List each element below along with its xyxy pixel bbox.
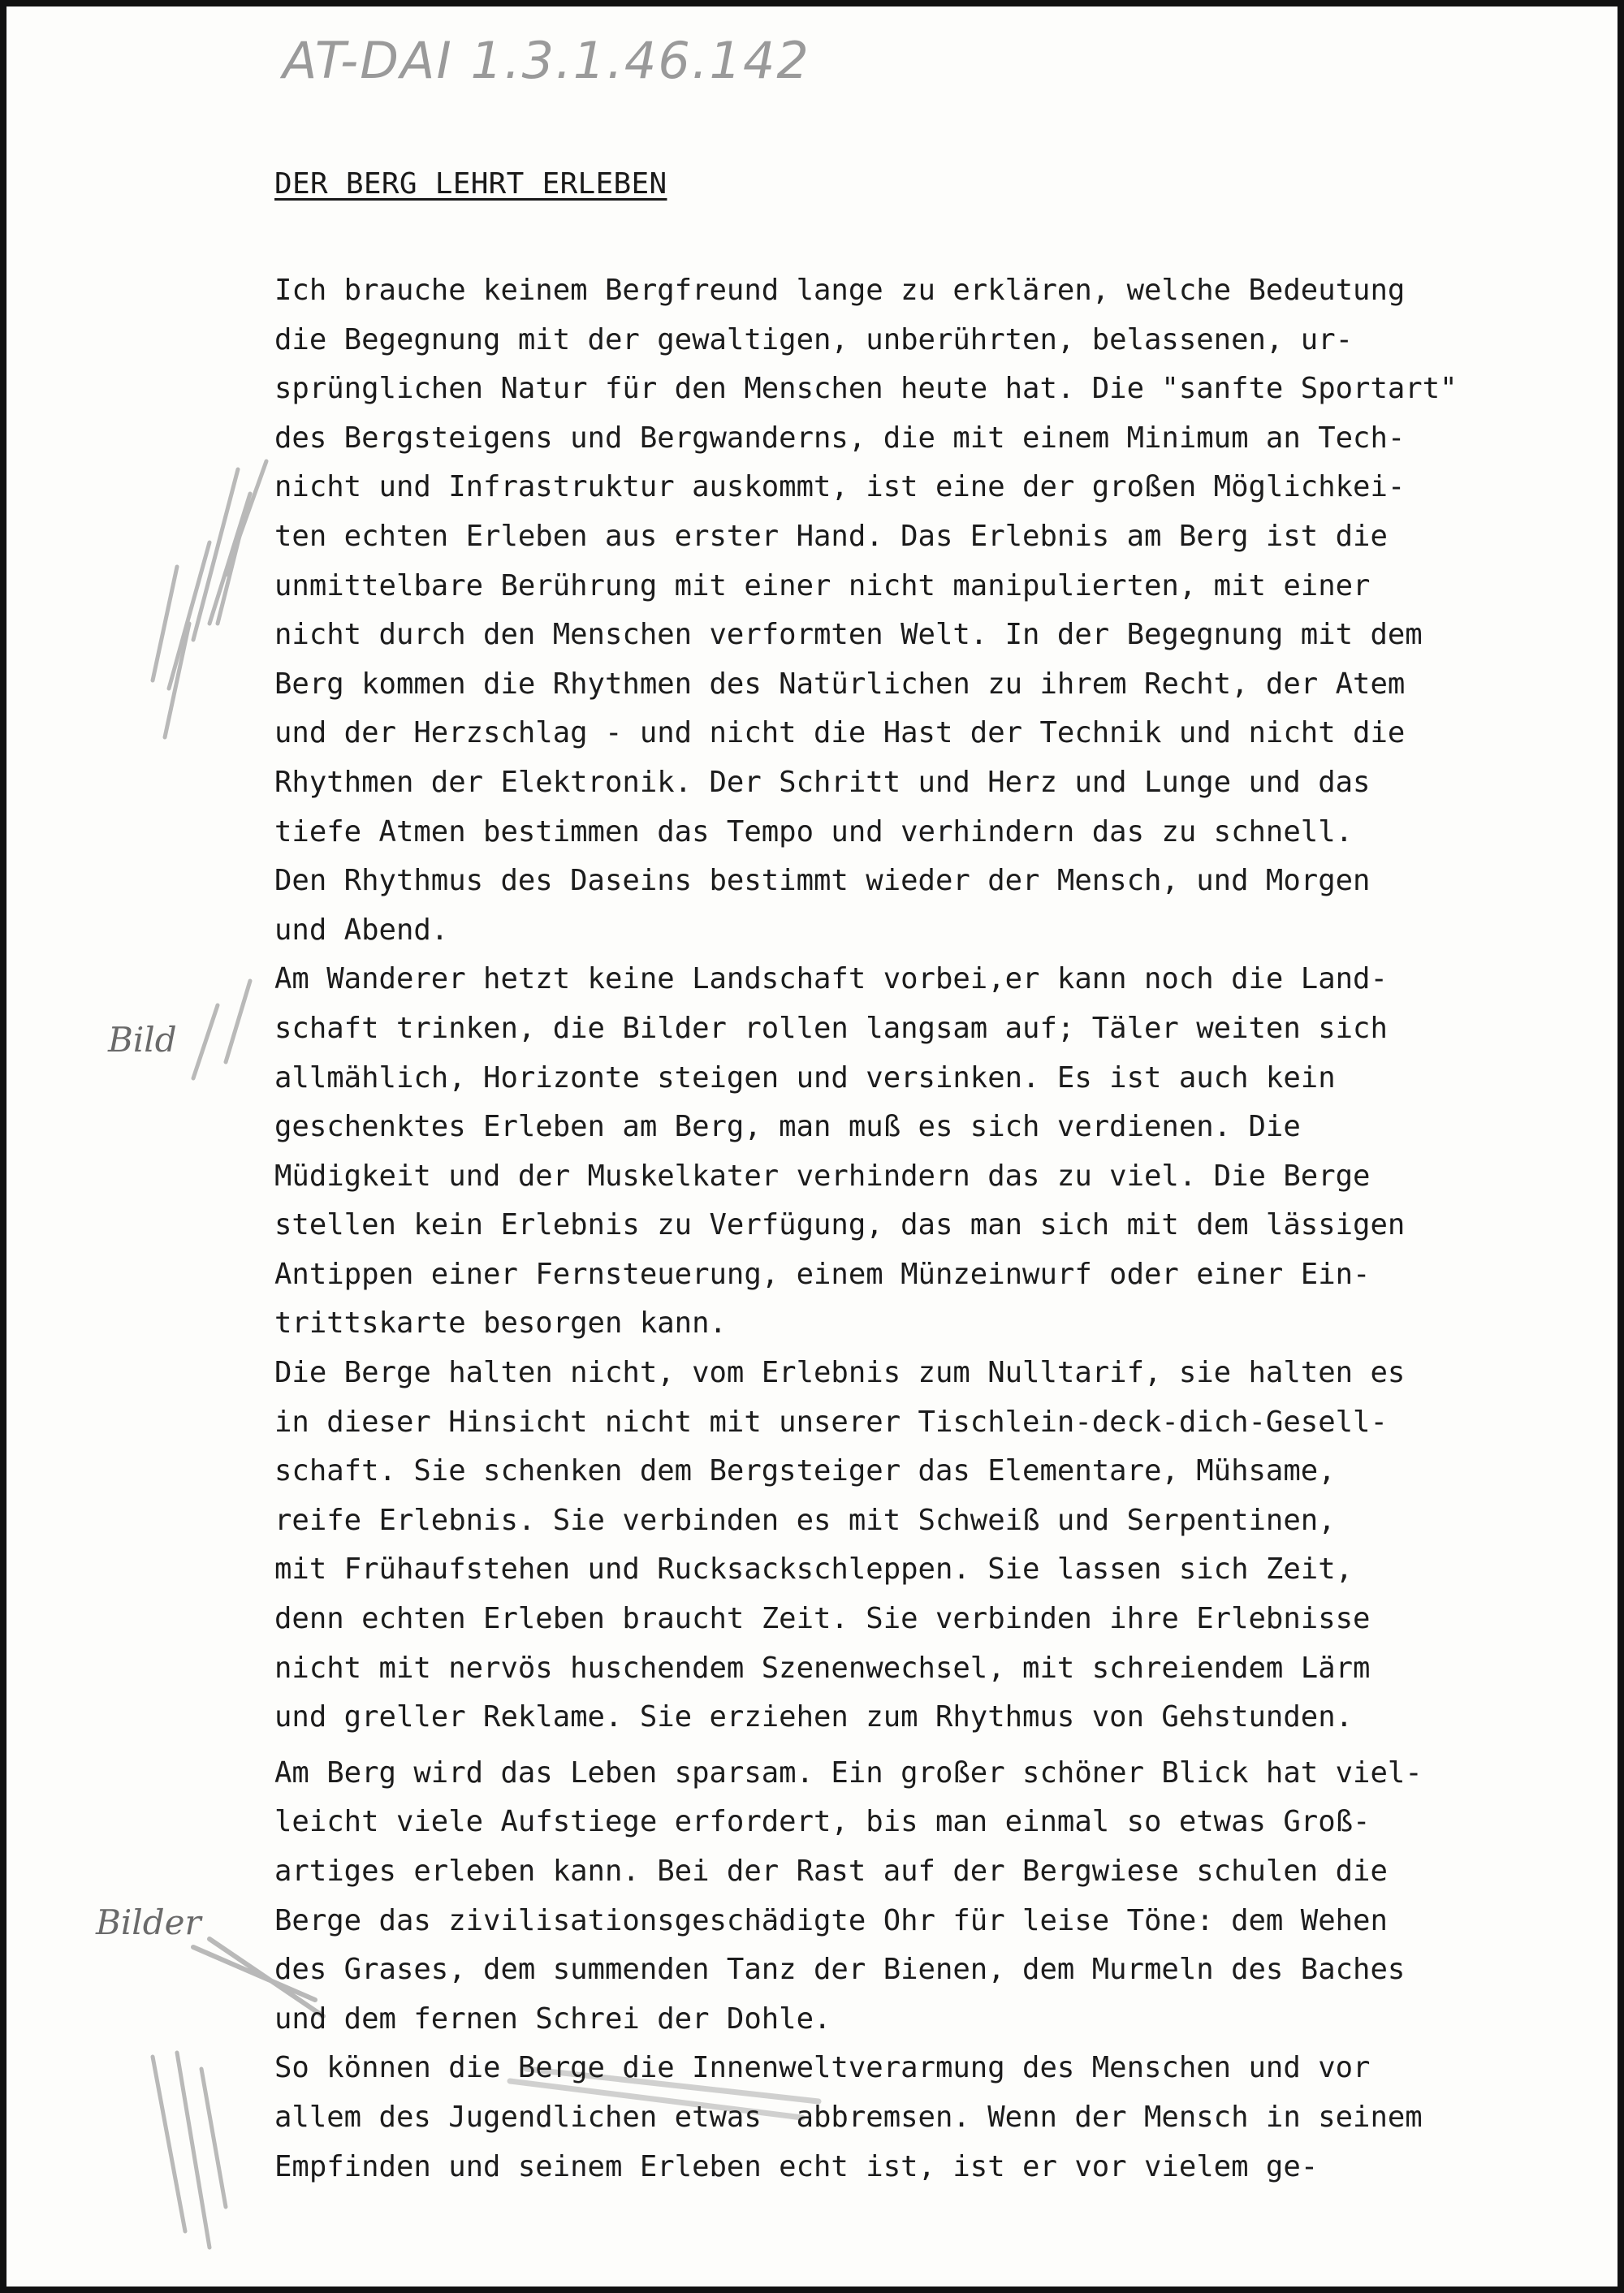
document-page — [6, 6, 1618, 2287]
text-line: mit Frühaufstehen und Rucksackschleppen. Sie lassen sich Zeit, — [274, 1552, 1354, 1587]
text-line: schaft. Sie schenken dem Bergsteiger das Elementare, Mühsame, — [274, 1454, 1336, 1488]
text-line: Ich brauche keinem Bergfreund lange zu erklären, welche Bedeutung — [274, 274, 1406, 307]
text-line: leicht viele Aufstiege erfordert, bis man einmal so etwas Groß- — [274, 1805, 1371, 1839]
archive-reference: AT-DAI 1.3.1.46.142 — [283, 31, 810, 90]
body-text — [274, 266, 1606, 2192]
text-line: in dieser Hinsicht nicht mit unserer Tischlein-deck-dich-Gesell- — [274, 1405, 1388, 1439]
text-line: und Abend. — [274, 913, 449, 947]
text-line: So können die Berge die Innenweltverarmung des Menschen und vor — [274, 2051, 1371, 2085]
text-line: Müdigkeit und der Muskelkater verhindern das zu viel. Die Berge — [274, 1159, 1371, 1193]
text-line: und dem fernen Schrei der Dohle. — [274, 2002, 831, 2036]
text-line: Rhythmen der Elektronik. Der Schritt und Herz und Lunge und das — [274, 765, 1371, 799]
margin-note-bild: Bild — [108, 1020, 177, 1060]
text-line: allem des Jugendlichen etwas abbremsen. Wenn der Mensch in seinem — [274, 2100, 1423, 2134]
text-line: stellen kein Erlebnis zu Verfügung, das man sich mit dem lässigen — [274, 1208, 1406, 1242]
text-line: des Bergsteigens und Bergwanderns, die mit einem Minimum an Tech- — [274, 421, 1406, 455]
text-line: ten echten Erleben aus erster Hand. Das Erlebnis am Berg ist die — [274, 519, 1388, 553]
paragraph-4 — [274, 1749, 1606, 2045]
text-line: nicht und Infrastruktur auskommt, ist eine der großen Möglichkei- — [274, 470, 1406, 504]
text-line: die Begegnung mit der gewaltigen, unberührten, belassenen, ur- — [274, 322, 1354, 356]
text-line: schaft trinken, die Bilder rollen langsam auf; Täler weiten sich — [274, 1011, 1388, 1045]
paragraph-3 — [274, 1349, 1606, 1742]
text-line: sprünglichen Natur für den Menschen heute hat. Die "sanfte Sportart" — [274, 372, 1458, 406]
text-line: und greller Reklame. Sie erziehen zum Rhythmus von Gehstunden. — [274, 1700, 1354, 1734]
text-line: Am Wanderer hetzt keine Landschaft vorbei,er kann noch die Land- — [274, 962, 1388, 996]
paragraph-5 — [274, 2044, 1606, 2192]
paragraph-gap — [274, 1742, 1606, 1749]
text-line: denn echten Erleben braucht Zeit. Sie verbinden ihre Erlebnisse — [274, 1602, 1371, 1636]
text-line: Berg kommen die Rhythmen des Natürlichen zu ihrem Recht, der Atem — [274, 667, 1406, 701]
text-line: Berge das zivilisationsgeschädigte Ohr für leise Töne: dem Wehen — [274, 1903, 1388, 1937]
text-line: reife Erlebnis. Sie verbinden es mit Schweiß und Serpentinen, — [274, 1503, 1336, 1537]
text-line: allmählich, Horizonte steigen und versinken. Es ist auch kein — [274, 1060, 1336, 1095]
paragraph-1 — [274, 266, 1606, 955]
text-line: und der Herzschlag - und nicht die Hast der Technik und nicht die — [274, 716, 1406, 750]
text-line: Antippen einer Fernsteuerung, einem Münzeinwurf oder einer Ein- — [274, 1257, 1371, 1291]
paragraph-2 — [274, 955, 1606, 1349]
text-line: tiefe Atmen bestimmen das Tempo und verhindern das zu schnell. — [274, 814, 1354, 849]
text-line: Den Rhythmus des Daseins bestimmt wieder der Mensch, und Morgen — [274, 864, 1371, 898]
text-line: geschenktes Erleben am Berg, man muß es sich verdienen. Die — [274, 1110, 1301, 1144]
text-line: nicht mit nervös huschendem Szenenwechsel, mit schreiendem Lärm — [274, 1651, 1371, 1685]
text-line: des Grases, dem summenden Tanz der Bienen, dem Murmeln des Baches — [274, 1953, 1406, 1987]
text-line: Am Berg wird das Leben sparsam. Ein großer schöner Blick hat viel- — [274, 1755, 1423, 1790]
margin-note-bilder: Bilder — [96, 1902, 201, 1942]
text-line: Die Berge halten nicht, vom Erlebnis zum Nulltarif, sie halten es — [274, 1356, 1406, 1390]
text-line: unmittelbare Berührung mit einer nicht manipulierten, mit einer — [274, 568, 1371, 602]
page-title: DER BERG LEHRT ERLEBEN — [274, 167, 667, 201]
text-line: trittskarte besorgen kann. — [274, 1306, 727, 1341]
text-line: nicht durch den Menschen verformten Welt. In der Begegnung mit dem — [274, 618, 1423, 652]
text-line: Empfinden und seinem Erleben echt ist, ist er vor vielem ge- — [274, 2149, 1319, 2183]
text-line: artiges erleben kann. Bei der Rast auf der Bergwiese schulen die — [274, 1855, 1388, 1888]
